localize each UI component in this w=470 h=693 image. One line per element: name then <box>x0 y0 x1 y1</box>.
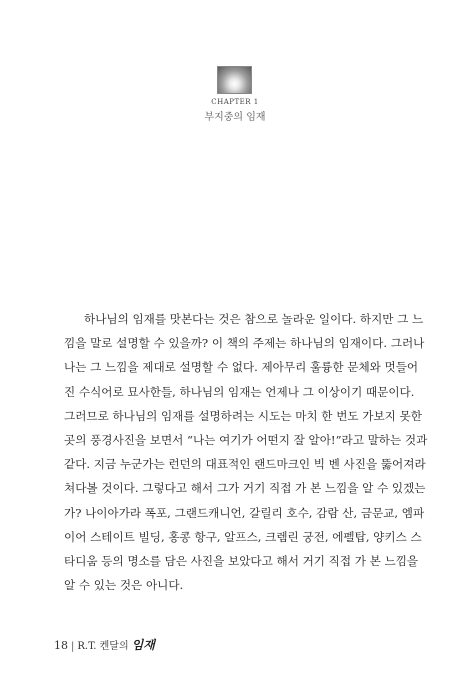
body-line: 그러므로 하나님의 임재를 설명하려는 시도는 마치 한 번도 가보지 못한 <box>64 408 422 423</box>
footer-book-title: 임재 <box>131 638 155 652</box>
body-line: 하나님의 임재를 맛본다는 것은 참으로 놀라운 일이다. 하지만 그 느 <box>84 312 424 326</box>
body-line: 곳의 풍경사진을 보면서 “나는 여기가 어떤지 잘 알아!”라고 말하는 것과 <box>64 433 428 448</box>
body-line: 같다. 지금 누군가는 런던의 대표적인 랜드마크인 빅 벤 사진을 뚫어져라 <box>64 457 426 472</box>
body-line: 가? 나이아가라 폭포, 그랜드캐니언, 갈릴리 호수, 감람 산, 금문교, 엠파 <box>64 505 425 520</box>
body-line: 낌을 말로 설명할 수 있을까? 이 책의 주제는 하나님의 임재이다. 그러나 <box>64 336 425 351</box>
page-number: 18 <box>54 639 68 652</box>
chapter-header-image <box>217 66 252 94</box>
body-line: 진 수식어로 묘사한들, 하나님의 임재는 언제나 그 이상이기 때문이다. <box>64 384 415 399</box>
body-line: 알 수 있는 것은 아니다. <box>64 578 184 593</box>
body-line: 타디움 등의 명소를 담은 사진을 보았다고 해서 거기 직접 가 본 느낌을 <box>64 554 419 569</box>
chapter-title: 부지중의 임재 <box>204 112 266 123</box>
body-line: 쳐다볼 것이다. 그렇다고 해서 그가 거기 직접 가 본 느낌을 알 수 있겠는 <box>64 481 426 496</box>
body-line: 나는 그 느낌을 제대로 설명할 수 없다. 제아무리 훌륭한 문체와 멋들어 <box>64 360 419 375</box>
page-footer <box>54 636 155 653</box>
chapter-label: CHAPTER 1 <box>211 98 259 106</box>
footer-author: R.T. 켄달의 <box>77 641 129 652</box>
body-paragraph <box>64 307 428 597</box>
body-line: 이어 스테이트 빌딩, 홍콩 항구, 알프스, 크렘린 궁전, 에펠탑, 양키스 스 <box>64 529 422 544</box>
footer-separator: | <box>71 641 75 652</box>
